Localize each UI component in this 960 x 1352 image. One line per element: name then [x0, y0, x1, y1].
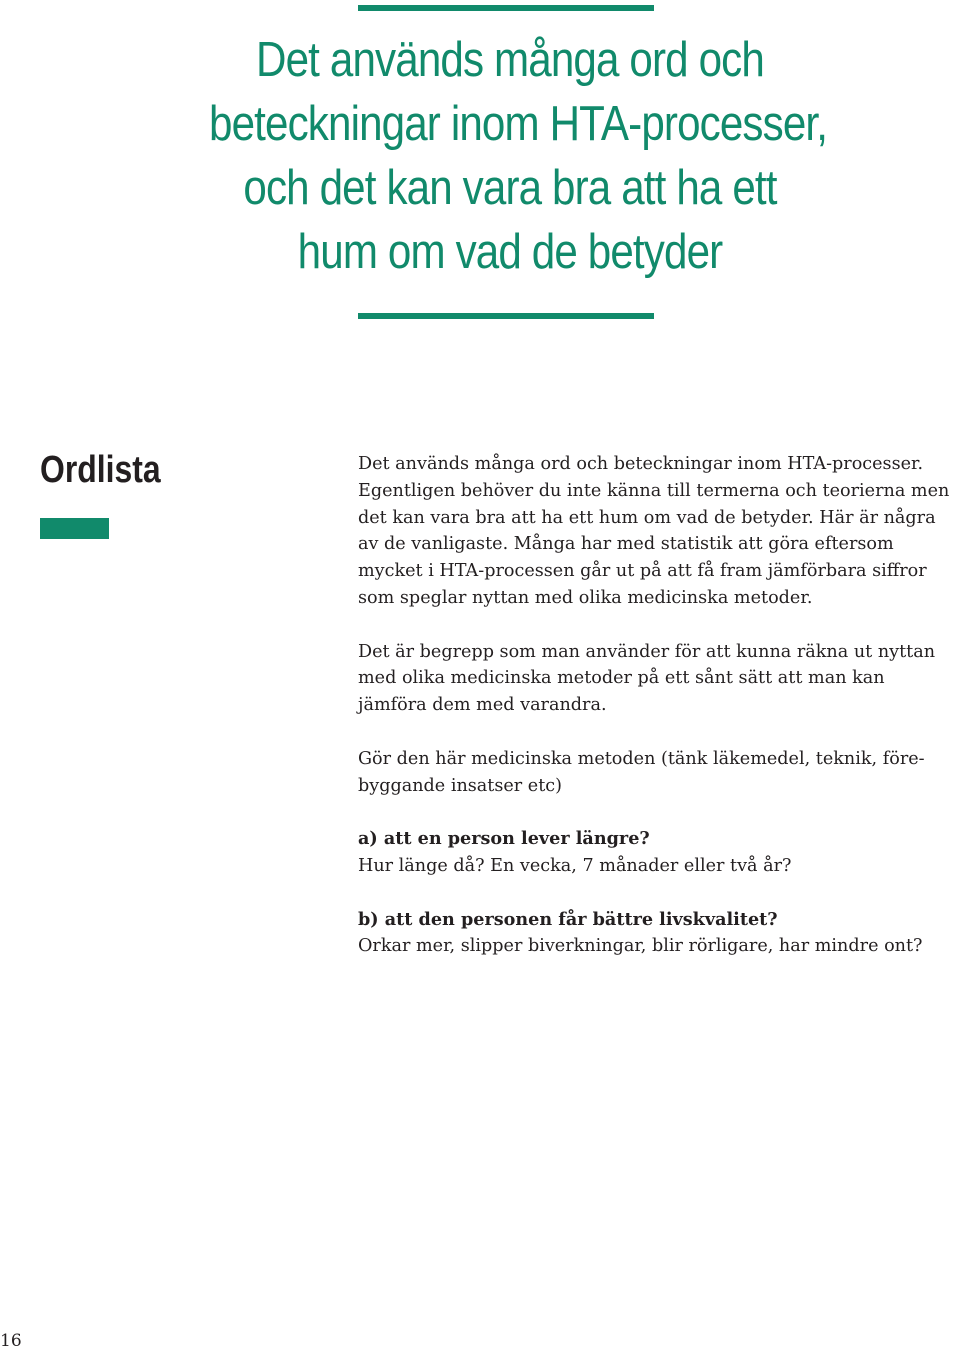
text-line: Egentligen behöver du inte känna till termerna och teorierna men [358, 480, 950, 501]
concept-paragraph [358, 639, 958, 719]
body-text [358, 451, 958, 960]
text-line: Det används många ord och beteckningar inom HTA-processer. [358, 454, 924, 474]
question-a: a) att en person lever längre? [358, 828, 650, 850]
text-line: mycket i HTA-processen går ut på att få fram jämförbara siffror [358, 561, 927, 582]
text-line: Det är begrepp som man använder för att kunna räkna ut nyttan [358, 641, 936, 662]
text-line: jämföra dem med varandra. [358, 695, 607, 716]
pull-quote-bottom-rule [358, 313, 654, 319]
question-b-block [358, 907, 958, 961]
text-line: byggande insatser etc) [358, 775, 563, 796]
text-line: som speglar nyttan med olika medicinska metoder. [358, 587, 813, 608]
pull-quote-top-rule [358, 5, 654, 11]
text-line: av de vanligaste. Många har med statistik att göra eftersom [358, 534, 894, 555]
intro-paragraph [358, 451, 958, 612]
pull-quote-line: hum om vad de betyder [297, 225, 723, 279]
answer-a: Hur länge då? En vecka, 7 månader eller två år? [358, 855, 792, 876]
pull-quote [209, 28, 828, 284]
text-line: det kan vara bra att ha ett hum om vad de betyder. Här är några [358, 507, 936, 528]
section-title: Ordlista [40, 449, 161, 491]
page-number: 16 [0, 1331, 22, 1351]
question-a-block [358, 826, 958, 880]
text-line: med olika medicinska metoder på ett sånt sätt att man kan [358, 668, 885, 689]
text-line: Gör den här medicinska metoden (tänk läkemedel, teknik, före- [358, 748, 925, 769]
pull-quote-line: Det används många ord och [256, 33, 764, 87]
question-b: b) att den personen får bättre livskvalitet? [358, 908, 778, 930]
pull-quote-line: och det kan vara bra att ha ett [243, 161, 777, 215]
question-intro-paragraph [358, 746, 958, 800]
section-marker [40, 518, 109, 539]
answer-b: Orkar mer, slipper biverkningar, blir rörligare, har mindre ont? [358, 936, 923, 957]
pull-quote-line: beteckningar inom HTA-processer, [209, 97, 828, 151]
